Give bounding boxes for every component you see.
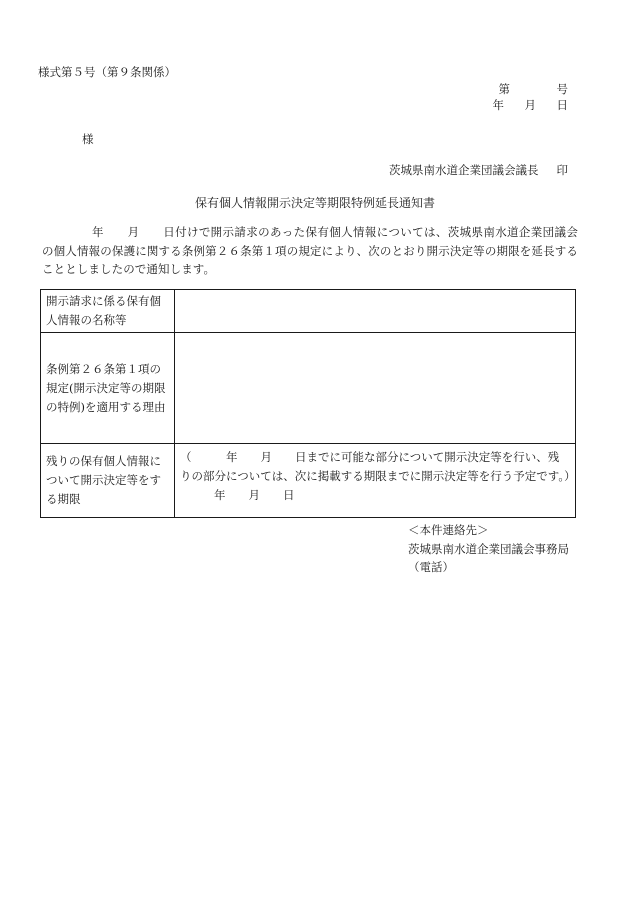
deadline-note: （ 年 月 日までに可能な部分について開示決定等を行い、残りの部分については、次に掲載する期限までに開示決定等を行う予定です。） — [180, 450, 576, 483]
sender-line — [389, 162, 568, 178]
doc-number-suffix: 号 — [556, 82, 568, 96]
row-label: 条例第２６条第１項の規定(開示決定等の期限の特例)を適用する理由 — [41, 333, 175, 444]
document-number — [499, 81, 569, 97]
body-paragraph: 年 月 日付けで開示請求のあった保有個人情報については、茨城県南水道企業団議会の個人情報の保護に関する条例第２６条第１項の規定により、次のとおり開示決定等の期限を延長することとしましたので通知します。 — [42, 225, 578, 276]
table-row — [41, 333, 576, 444]
row-value — [175, 333, 576, 444]
row-label: 残りの保有個人情報について開示決定等をする期限 — [41, 444, 175, 518]
date-day: 日 — [556, 98, 568, 112]
contact-phone: （電話） — [408, 560, 454, 574]
table-row — [41, 444, 576, 518]
row-value — [175, 444, 576, 518]
date-year: 年 — [492, 98, 504, 112]
info-table — [40, 289, 576, 518]
sender-name: 茨城県南水道企業団議会議長 — [389, 163, 539, 177]
form-number: 様式第５号（第９条関係） — [38, 65, 176, 79]
document-date — [493, 97, 569, 113]
document-title: 保有個人情報開示決定等期限特例延長通知書 — [194, 196, 435, 210]
addressee: 様 — [82, 132, 94, 146]
contact-office: 茨城県南水道企業団議会事務局 — [408, 542, 569, 556]
date-month: 月 — [524, 98, 536, 112]
row-value — [175, 290, 576, 333]
doc-number-prefix: 第 — [498, 82, 510, 96]
row-label: 開示請求に係る保有個人情報の名称等 — [41, 290, 175, 333]
contact-heading: ＜本件連絡先＞ — [408, 523, 489, 537]
table-row — [41, 290, 576, 333]
seal-mark: 印 — [556, 163, 568, 177]
deadline-date: 年 月 日 — [214, 488, 295, 502]
